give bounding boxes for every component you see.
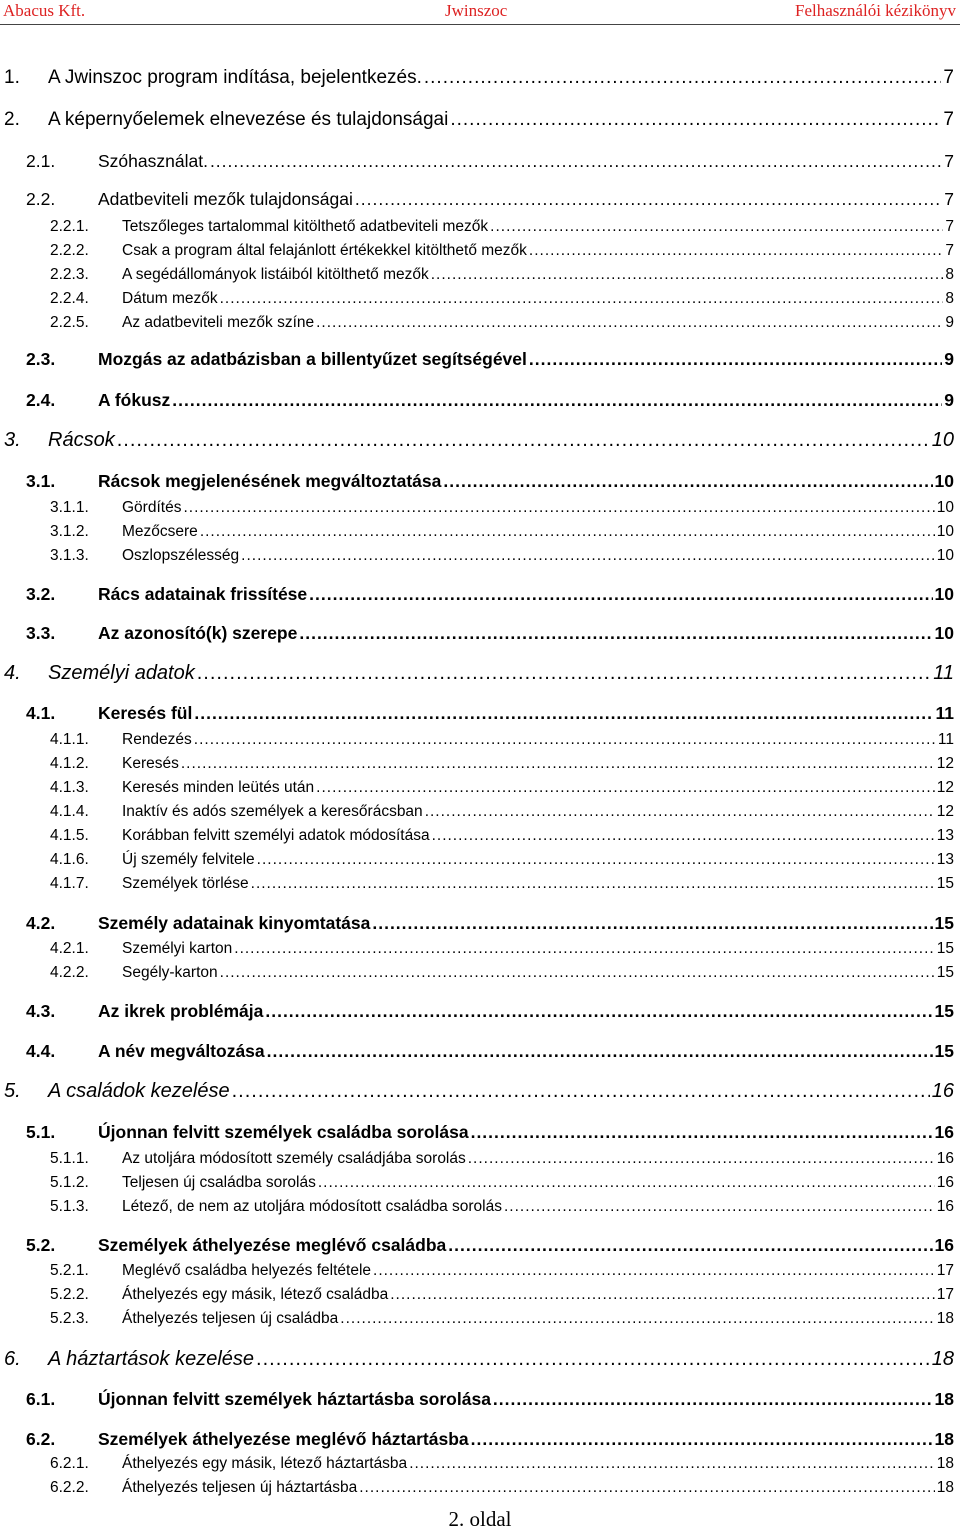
- toc-page: 18: [936, 1455, 954, 1472]
- toc-number: 5.2.1.: [50, 1262, 89, 1279]
- toc-number: 4.1.1.: [50, 731, 89, 748]
- header-rule: [0, 24, 960, 25]
- toc-page: 16: [936, 1150, 954, 1167]
- toc-leader: [309, 584, 932, 605]
- page-header: [0, 0, 960, 22]
- toc-page: 10: [934, 623, 954, 643]
- toc-label: Személyi adatok: [48, 662, 195, 684]
- toc-leader: [234, 940, 934, 958]
- toc-label: Rácsok megjelenésének megváltoztatása: [98, 471, 442, 491]
- toc-label: Tetszőleges tartalommal kitölthető adatbeviteli mezők: [122, 218, 489, 235]
- toc-number: 4.3.: [26, 1001, 56, 1021]
- toc-number: 2.2.4.: [50, 290, 89, 307]
- toc-label: Személyek áthelyezése meglévő háztartásba: [98, 1429, 469, 1449]
- toc-leader: [471, 1122, 933, 1143]
- toc-number: 3.: [4, 429, 21, 451]
- toc-leader: [256, 1348, 930, 1371]
- toc-page: 11: [933, 662, 954, 684]
- toc-label: Meglévő családba helyezés feltétele: [122, 1262, 372, 1279]
- toc-leader: [529, 242, 943, 260]
- toc-label: Az azonosító(k) szerepe: [98, 623, 298, 643]
- toc-leader: [471, 1429, 933, 1450]
- toc-label: A háztartások kezelése: [48, 1348, 255, 1370]
- toc-page: 16: [931, 1080, 954, 1102]
- toc-label: Teljesen új családba sorolás: [122, 1174, 316, 1191]
- toc-page: 18: [931, 1348, 954, 1370]
- toc-page: 16: [936, 1198, 954, 1215]
- toc-number: 5.1.1.: [50, 1150, 89, 1167]
- toc-leader: [316, 314, 943, 332]
- toc-label: Gördítés: [122, 499, 182, 516]
- toc-leader: [468, 1150, 935, 1168]
- toc-leader: [359, 1479, 935, 1497]
- toc-number: 4.2.: [26, 913, 56, 933]
- toc-label: Keresés minden leütés után: [122, 779, 315, 796]
- toc-label: Áthelyezés teljesen új háztartásba: [122, 1479, 358, 1496]
- toc-page: 8: [945, 266, 954, 283]
- toc-number: 3.2.: [26, 584, 56, 604]
- toc-leader: [257, 851, 935, 869]
- toc-number: 4.1.5.: [50, 827, 89, 844]
- toc-page: 11: [935, 703, 954, 723]
- toc-label: Oszlopszélesség: [122, 547, 240, 564]
- toc-number: 4.2.2.: [50, 964, 89, 981]
- toc-number: 3.1.: [26, 471, 56, 491]
- toc-page: 9: [944, 349, 954, 369]
- toc-number: 3.1.2.: [50, 523, 89, 540]
- toc-number: 5.1.: [26, 1122, 56, 1142]
- toc-leader: [450, 109, 941, 131]
- toc-page: 15: [936, 875, 954, 892]
- toc-number: 5.2.: [26, 1235, 56, 1255]
- toc-leader: [232, 1080, 930, 1103]
- toc-page: 8: [945, 290, 954, 307]
- toc-leader: [409, 1455, 935, 1473]
- toc-page: 7: [944, 189, 954, 209]
- toc-number: 3.1.3.: [50, 547, 89, 564]
- toc-leader: [443, 471, 932, 492]
- toc-number: 6.2.2.: [50, 1479, 89, 1496]
- toc-leader: [200, 523, 935, 541]
- toc-leader: [194, 703, 933, 724]
- toc-number: 2.2.3.: [50, 266, 89, 283]
- toc-label: Személyi karton: [122, 940, 233, 957]
- toc-number: 5.2.3.: [50, 1310, 89, 1327]
- toc-label: A fókusz: [98, 390, 171, 410]
- toc-page: 13: [936, 851, 954, 868]
- toc-number: 4.1.: [26, 703, 56, 723]
- toc-page: 16: [934, 1122, 954, 1142]
- toc-leader: [355, 189, 942, 210]
- toc-leader: [220, 290, 944, 308]
- toc-number: 1.: [4, 67, 20, 88]
- toc-page: 10: [931, 429, 954, 451]
- toc-leader: [265, 1001, 932, 1022]
- toc-page: 15: [936, 940, 954, 957]
- toc-page: 15: [934, 913, 954, 933]
- toc-label: Áthelyezés egy másik, létező háztartásba: [122, 1455, 408, 1472]
- toc-label: A családok kezelése: [48, 1080, 230, 1102]
- toc-page: 10: [936, 499, 954, 516]
- toc-leader: [316, 779, 935, 797]
- toc-leader: [194, 731, 936, 749]
- toc-number: 4.1.3.: [50, 779, 89, 796]
- toc-label: Mozgás az adatbázisban a billentyűzet segítségével: [98, 349, 527, 369]
- header-center: Jwinszoc: [445, 1, 508, 20]
- toc-page: 12: [936, 779, 954, 796]
- toc-label: Keresés: [122, 755, 179, 772]
- toc-number: 5.2.2.: [50, 1286, 89, 1303]
- toc-page: 18: [934, 1429, 954, 1449]
- toc-label: Az ikrek problémája: [98, 1001, 264, 1021]
- toc-page: 10: [934, 471, 954, 491]
- toc-leader: [493, 1389, 933, 1410]
- toc-leader: [172, 390, 942, 411]
- toc-leader: [181, 755, 935, 773]
- toc-page: 13: [936, 827, 954, 844]
- toc-leader: [448, 1235, 932, 1256]
- toc-leader: [372, 913, 932, 934]
- toc-leader: [432, 827, 935, 845]
- toc-label: A képernyőelemek elnevezése és tulajdonságai: [48, 109, 449, 130]
- toc-page: 7: [945, 218, 954, 235]
- toc-number: 4.1.2.: [50, 755, 89, 772]
- toc-page: 9: [944, 390, 954, 410]
- toc-page: 7: [943, 67, 954, 88]
- toc-page: 17: [936, 1262, 954, 1279]
- toc-page: 11: [937, 731, 954, 748]
- toc-page: 10: [934, 584, 954, 604]
- toc-leader: [340, 1310, 934, 1328]
- toc-leader: [251, 875, 935, 893]
- toc-page: 17: [936, 1286, 954, 1303]
- toc-label: Létező, de nem az utoljára módosított családba sorolás: [122, 1198, 502, 1215]
- toc-label: Szóhasználat.: [98, 151, 208, 171]
- toc-number: 5.1.2.: [50, 1174, 89, 1191]
- toc-number: 4.2.1.: [50, 940, 89, 957]
- toc-page: 12: [936, 803, 954, 820]
- toc-label: Az adatbeviteli mezők színe: [122, 314, 315, 331]
- toc-number: 5.: [4, 1080, 21, 1102]
- toc-label: Az utoljára módosított személy családjába sorolás: [122, 1150, 466, 1167]
- toc-page: 16: [936, 1174, 954, 1191]
- toc-number: 3.3.: [26, 623, 56, 643]
- toc-number: 6.2.: [26, 1429, 56, 1449]
- toc-number: 4.1.6.: [50, 851, 89, 868]
- toc-leader: [431, 266, 944, 284]
- toc-label: A név megváltozása: [98, 1041, 265, 1061]
- toc-label: Keresés fül: [98, 703, 193, 723]
- toc-number: 6.2.1.: [50, 1455, 89, 1472]
- toc-page: 18: [936, 1310, 954, 1327]
- toc-label: Újonnan felvitt személyek családba sorolása: [98, 1122, 469, 1142]
- toc-leader: [504, 1198, 935, 1216]
- toc-label: Áthelyezés teljesen új családba: [122, 1310, 339, 1327]
- toc-leader: [299, 623, 932, 644]
- toc-leader: [241, 547, 935, 565]
- toc-page: 9: [945, 314, 954, 331]
- toc-number: 2.1.: [26, 151, 56, 171]
- toc-number: 6.1.: [26, 1389, 56, 1409]
- toc-page: 7: [945, 242, 954, 259]
- toc-number: 2.: [4, 109, 20, 130]
- toc-leader: [425, 803, 935, 821]
- toc-label: Személyek áthelyezése meglévő családba: [98, 1235, 447, 1255]
- toc-label: Mezőcsere: [122, 523, 198, 540]
- toc-leader: [529, 349, 942, 370]
- toc-page: 12: [936, 755, 954, 772]
- toc-label: Adatbeviteli mezők tulajdonságai: [98, 189, 353, 209]
- toc-label: Áthelyezés egy másik, létező családba: [122, 1286, 389, 1303]
- toc-number: 4.: [4, 662, 21, 684]
- toc-page: 7: [943, 109, 954, 130]
- toc-page: 15: [934, 1001, 954, 1021]
- toc-leader: [424, 67, 942, 89]
- header-left: Abacus Kft.: [3, 1, 86, 20]
- toc-number: 2.2.1.: [50, 218, 89, 235]
- toc-label: Rácsok: [48, 429, 115, 451]
- header-right: Felhasználói kézikönyv: [795, 1, 956, 20]
- toc-page: 15: [934, 1041, 954, 1061]
- toc-label: Rács adatainak frissítése: [98, 584, 308, 604]
- toc-page: 7: [944, 151, 954, 171]
- toc-number: 2.3.: [26, 349, 56, 369]
- toc-number: 4.4.: [26, 1041, 56, 1061]
- toc-leader: [117, 429, 930, 452]
- toc-label: Személyek törlése: [122, 875, 249, 892]
- toc-label: Segély-karton: [122, 964, 218, 981]
- toc-number: 2.2.5.: [50, 314, 89, 331]
- toc-leader: [318, 1174, 935, 1192]
- toc-label: Inaktív és adós személyek a keresőrácsban: [122, 803, 423, 820]
- toc-label: Dátum mezők: [122, 290, 218, 307]
- toc-number: 4.1.4.: [50, 803, 89, 820]
- toc-leader: [490, 218, 943, 236]
- toc-page: 18: [934, 1389, 954, 1409]
- toc-number: 6.: [4, 1348, 21, 1370]
- toc-leader: [267, 1041, 933, 1062]
- toc-page: 10: [936, 523, 954, 540]
- toc-number: 2.2.2.: [50, 242, 89, 259]
- page-number: 2. oldal: [448, 1507, 512, 1531]
- toc-label: A Jwinszoc program indítása, bejelentkezés.: [48, 67, 422, 88]
- toc-leader: [373, 1262, 935, 1280]
- toc-number: 2.4.: [26, 390, 56, 410]
- toc-page: 18: [936, 1479, 954, 1496]
- toc-label: Rendezés: [122, 731, 192, 748]
- toc-number: 4.1.7.: [50, 875, 89, 892]
- toc-number: 2.2.: [26, 189, 56, 209]
- toc-label: Személy adatainak kinyomtatása: [98, 913, 371, 933]
- toc-leader: [390, 1286, 935, 1304]
- toc-number: 3.1.1.: [50, 499, 89, 516]
- toc-label: A segédállományok listáiból kitölthető mezők: [122, 266, 429, 283]
- toc-leader: [197, 662, 931, 685]
- toc-page: 15: [936, 964, 954, 981]
- toc-leader: [210, 151, 942, 172]
- toc-number: 5.1.3.: [50, 1198, 89, 1215]
- toc-label: Korábban felvitt személyi adatok módosítása: [122, 827, 430, 844]
- toc-label: Újonnan felvitt személyek háztartásba sorolása: [98, 1389, 491, 1409]
- toc-page: 16: [934, 1235, 954, 1255]
- toc-leader: [183, 499, 934, 517]
- toc-label: Új személy felvitele: [122, 851, 255, 868]
- toc-leader: [220, 964, 935, 982]
- toc-label: Csak a program által felajánlott értékekkel kitölthető mezők: [122, 242, 527, 259]
- toc-page: 10: [936, 547, 954, 564]
